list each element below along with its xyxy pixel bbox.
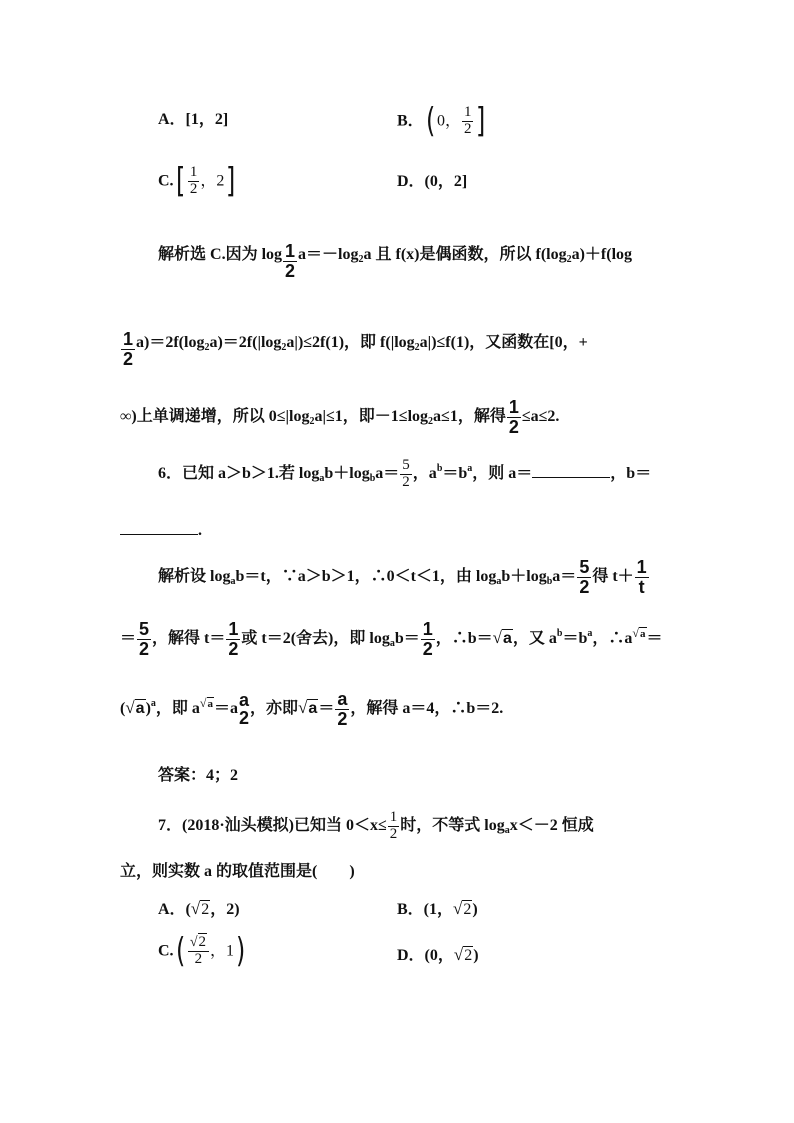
q5-option-d: D．(0，2] bbox=[397, 173, 468, 190]
q7-option-c: C.( $\frac{√2}{2}$ ，1) bbox=[158, 931, 246, 971]
q6-solution-line-1: 解析设 $\log_ab=t$，∵a＞b＞1，∴0＜t＜1，由 $\log_ab+\log_ba=$ $\frac{5}{2}$ 得 t＋ $\frac{1}{t}$ bbox=[158, 557, 647, 597]
q5-solution-line-1: 解析选 C.因为 log $\frac{1}{2}$ $a=-\log_2a$ 且 f(x)是偶函数，所以 $f(\log_2a)+f(\log$ bbox=[158, 241, 633, 281]
q5-solution-line-3: ∞)上单调递增，所以 $0\le|\log_2a|\le 1$，即$-1\le\log_2a\le 1$，解得 $\frac{1}{2}$ ≤a≤2. bbox=[120, 397, 560, 437]
q6-stem: 6．已知 a＞b＞1.若 $\log_ab+\log_ba=$ $\frac{5}{2}$ ，$a^b=b^a$，则 a＝ ，b＝ bbox=[158, 457, 652, 490]
answer-blank-b bbox=[120, 520, 198, 535]
q6-stem-line-2: . bbox=[120, 520, 202, 541]
q7-stem-line-2: 立，则实数 a 的取值范围是( ) bbox=[120, 863, 355, 880]
q6-answer: 答案：4；2 bbox=[158, 767, 239, 784]
q7-option-a: A．(√2，2) bbox=[158, 899, 240, 918]
q6-solution-line-2: ＝ $\frac{5}{2}$ ，解得 t＝ $\frac{1}{2}$ 或 t＝2(舍去)，即 $\log_ab=$ $\frac{1}{2}$ ，∴b＝√a，又 $a^b=b^a$，∴a√a＝ bbox=[120, 619, 663, 659]
answer-blank-a bbox=[532, 463, 610, 478]
q5-solution-line-2: $\frac{1}{2}$ $a)=2f(\log_2a)=2f(|\log_2a|)\le 2f(1)$，即 $f(|\log_2a|)\le f(1)$，又函数在[0，+ bbox=[123, 329, 588, 369]
q7-stem: 7．(2018·汕头模拟)已知当 0＜x≤ $\frac{1}{2}$ 时，不等式 $\log_ax<-2$ 恒成 bbox=[158, 809, 594, 842]
q7-option-d: D．(0，√2) bbox=[397, 945, 479, 964]
q7-option-b: B．(1，√2) bbox=[397, 899, 478, 918]
q5-option-a: A．[1，2] bbox=[158, 111, 229, 128]
q6-solution-line-3: $(√a)^a$，即 a√a＝a a 2 ，亦即√a＝ $\frac{a}{2}$ ，解得 a＝4，∴b＝2. bbox=[120, 689, 504, 729]
q5-option-b: B．( 0， $\frac{1}{2}$ ] bbox=[397, 101, 486, 141]
q5-option-c: C.[ $\frac{1}{2}$ ，2] bbox=[158, 161, 236, 201]
